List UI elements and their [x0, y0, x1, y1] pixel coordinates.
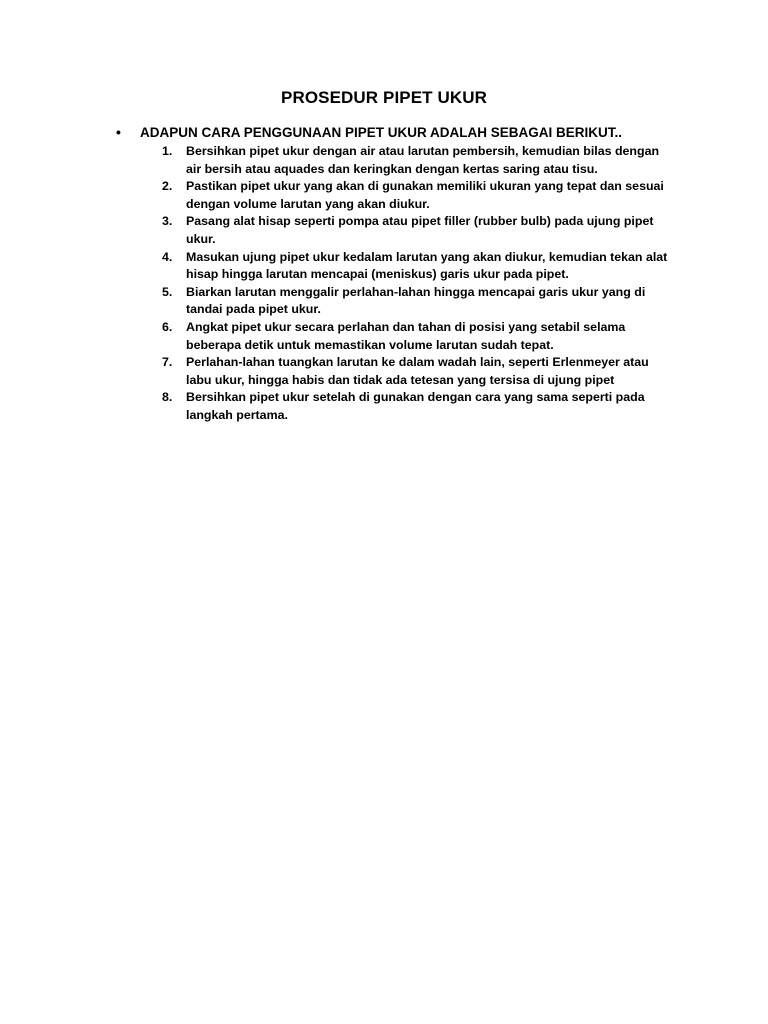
step-line: ukur.: [186, 231, 216, 246]
step-text: [186, 213, 684, 248]
list-item: [154, 213, 684, 248]
step-line: hisap hingga larutan mencapai (meniskus) garis ukur pada pipet.: [186, 267, 569, 282]
steps-list: [154, 143, 684, 425]
list-item: [154, 249, 684, 284]
step-number: 7.: [162, 355, 173, 370]
step-number: 8.: [162, 390, 173, 405]
list-item: [154, 178, 684, 213]
step-line: Bersihkan pipet ukur setelah di gunakan dengan cara yang sama seperti pada: [186, 390, 645, 405]
step-text: [186, 389, 684, 424]
list-item: [154, 319, 684, 354]
bullet-heading: ADAPUN CARA PENGGUNAAN PIPET UKUR ADALAH SEBAGAI BERIKUT..: [140, 125, 623, 140]
step-line: Pastikan pipet ukur yang akan di gunakan memiliki ukuran yang tepat dan sesuai: [186, 179, 664, 194]
step-line: dengan volume larutan yang akan diukur.: [186, 196, 430, 211]
step-text: [186, 354, 684, 389]
document-title: PROSEDUR PIPET UKUR: [281, 88, 487, 107]
step-line: tandai pada pipet ukur.: [186, 302, 321, 317]
list-item: [154, 143, 684, 178]
step-number: 2.: [162, 179, 173, 194]
step-text: [186, 249, 684, 284]
step-text: [186, 319, 684, 354]
step-line: Biarkan larutan menggalir perlahan-lahan hingga mencapai garis ukur yang di: [186, 284, 646, 299]
step-line: air bersih atau aquades dan keringkan dengan kertas saring atau tisu.: [186, 161, 598, 176]
step-number: 5.: [162, 284, 173, 299]
step-line: langkah pertama.: [186, 407, 288, 422]
step-line: Masukan ujung pipet ukur kedalam larutan yang akan diukur, kemudian tekan alat: [186, 249, 668, 264]
step-line: labu ukur, hingga habis dan tidak ada tetesan yang tersisa di ujung pipet: [186, 372, 615, 387]
step-line: beberapa detik untuk memastikan volume larutan sudah tepat.: [186, 337, 554, 352]
step-line: Perlahan-lahan tuangkan larutan ke dalam wadah lain, seperti Erlenmeyer atau: [186, 355, 649, 370]
step-line: Angkat pipet ukur secara perlahan dan tahan di posisi yang setabil selama: [186, 319, 626, 334]
step-text: [186, 178, 684, 213]
bullet-heading-row: [116, 124, 676, 140]
bullet-icon: •: [116, 124, 121, 140]
step-number: 3.: [162, 214, 173, 229]
step-text: [186, 284, 684, 319]
step-number: 6.: [162, 319, 173, 334]
step-number: 4.: [162, 249, 173, 264]
list-item: [154, 389, 684, 424]
list-item: [154, 284, 684, 319]
step-text: [186, 143, 684, 178]
step-number: 1.: [162, 144, 173, 158]
step-line: Bersihkan pipet ukur dengan air atau larutan pembersih, kemudian bilas dengan: [186, 144, 660, 158]
list-item: [154, 354, 684, 389]
step-line: Pasang alat hisap seperti pompa atau pipet filler (rubber bulb) pada ujung pipet: [186, 214, 654, 229]
